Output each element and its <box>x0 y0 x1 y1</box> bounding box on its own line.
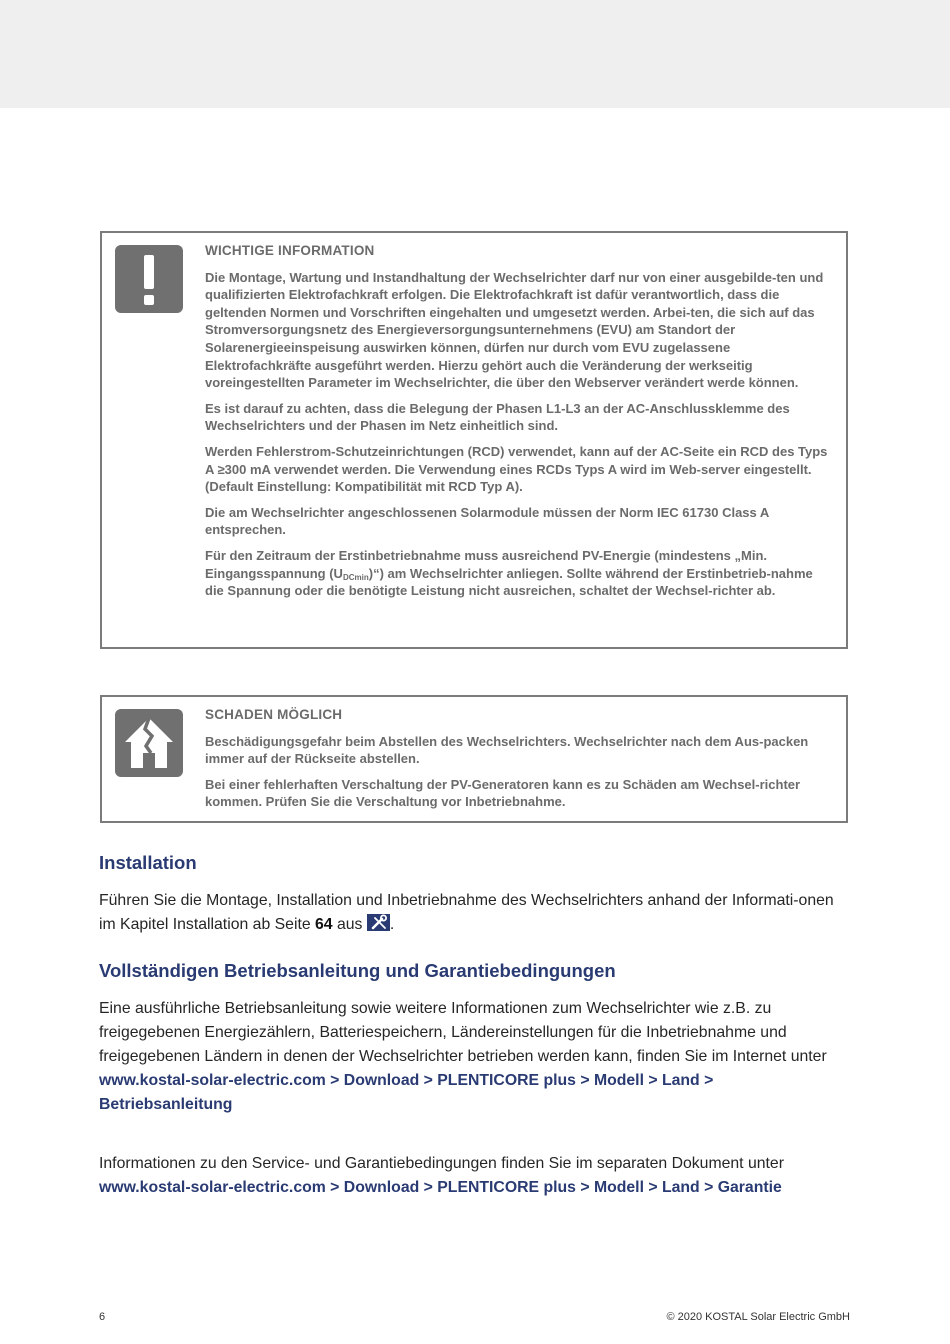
subscript: DCmin <box>342 572 369 582</box>
notice-paragraph: Die am Wechselrichter angeschlossenen Solarmodule müssen der Norm IEC 61730 Class A entsprechen. <box>205 504 769 538</box>
notice-paragraph: Es ist darauf zu achten, dass die Belegung der Phasen L1-L3 an der AC-Anschlussklemme des Wechselrichters und der Phasen im Netz einheitlich sind. <box>205 400 790 434</box>
text-span: Führen Sie die Montage, Installation und Inbetriebnahme des Wechselrichters anhand der Informati-onen im Kapitel Installation ab Seite <box>99 892 834 933</box>
installation-heading: Installation <box>99 852 197 873</box>
text-span: Für den Zeitraum der Erstinbetriebnahme muss ausreichend PV-Energie (mindestens „Min. Eingangsspannung (U <box>205 547 768 581</box>
notice-paragraph: Beschädigungsgefahr beim Abstellen des Wechselrichters. Wechselrichter nach dem Aus-packen immer auf der Rückseite abstellen. <box>205 733 809 767</box>
text-span: . <box>389 916 395 933</box>
notice-heading: WICHTIGE INFORMATION <box>205 243 375 258</box>
text-span: )“) am Wechselrichter anliegen. Sollte während der Erstinbetrieb-nahme die Spannung oder die benötigte Leistung nicht ausreichen, schaltet der Wechsel-richter ab. <box>205 565 813 599</box>
text-span: Eine ausführliche Betriebsanleitung sowie weitere Informationen zum Wechselrichter wie z.B. zu freigegebenen Energiezählern, Batteriespeichern, Ländereinstellungen für die Inbetriebnahme und freigegebenen Ländern in denen der Wechselrichter betrieben werden kann, finden Sie im Internet unter <box>99 1000 827 1065</box>
warranty-link[interactable]: www.kostal-solar-electric.com > Download > PLENTICORE plus > Modell > Land > Garantie <box>99 1179 782 1196</box>
warranty-text <box>99 1152 851 1200</box>
exclamation-icon <box>115 245 183 313</box>
notice-paragraph: Werden Fehlerstrom-Schutzeinrichtungen (RCD) verwendet, kann auf der AC-Seite ein RCD des Typs A ≥300 mA verwendet werden. Die Verwendung eines RCDs Typs A wird im Web-server eingestellt. (Default Einstellung: Kompatibilität mit RCD Typ A). <box>205 443 828 495</box>
text-span: aus <box>332 916 367 933</box>
manual-heading: Vollständigen Betriebsanleitung und Garantiebedingungen <box>99 960 616 981</box>
notice-body <box>205 706 834 811</box>
notice-paragraph <box>205 547 834 600</box>
wrench-screwdriver-icon <box>367 914 390 931</box>
notice-paragraph: Die Montage, Wartung und Instandhaltung der Wechselrichter darf nur von einer ausgebilde-ten und qualifizierten Elektrofachkraft erfolgen. Die Elektrofachkraft ist dafür verantwortlich, dass die geltenden Normen und Vorschriften eingehalten und umgesetzt werden. Arbei-ten, die sich auf das Stromversorgungsnetz des Energieversorgungsunternehmens (EVU) am Standort der Solarenergieeinspeisung auswirken können, dürfen nur durch vom EVU zugelassene Elektrofachkräfte ausgeführt werden. Hierzu gehört auch die Veränderung der werkseitig voreingestellten Parameter im Wechselrichter, die über den Webserver verändert werde können. <box>205 269 824 391</box>
notice-heading: SCHADEN MÖGLICH <box>205 707 343 722</box>
damage-possible-notice <box>100 695 848 823</box>
header-band <box>0 0 950 108</box>
manual-text <box>99 997 851 1117</box>
text-span: Informationen zu den Service- und Garantiebedingungen finden Sie im separaten Dokument unter <box>99 1155 784 1172</box>
copyright: © 2020 KOSTAL Solar Electric GmbH <box>666 1311 850 1323</box>
notice-paragraph: Bei einer fehlerhaften Verschaltung der PV-Generatoren kann es zu Schäden am Wechsel-richter kommen. Prüfen Sie die Verschaltung vor Inbetriebnahme. <box>205 776 801 810</box>
page-reference[interactable]: 64 <box>315 916 333 933</box>
installation-text <box>99 889 851 937</box>
broken-house-icon <box>115 709 183 777</box>
important-information-notice <box>100 231 848 649</box>
notice-body <box>205 242 834 600</box>
page-number: 6 <box>99 1311 106 1323</box>
manual-link[interactable]: www.kostal-solar-electric.com > Download > PLENTICORE plus > Modell > Land > Betriebsanleitung <box>99 1072 714 1113</box>
